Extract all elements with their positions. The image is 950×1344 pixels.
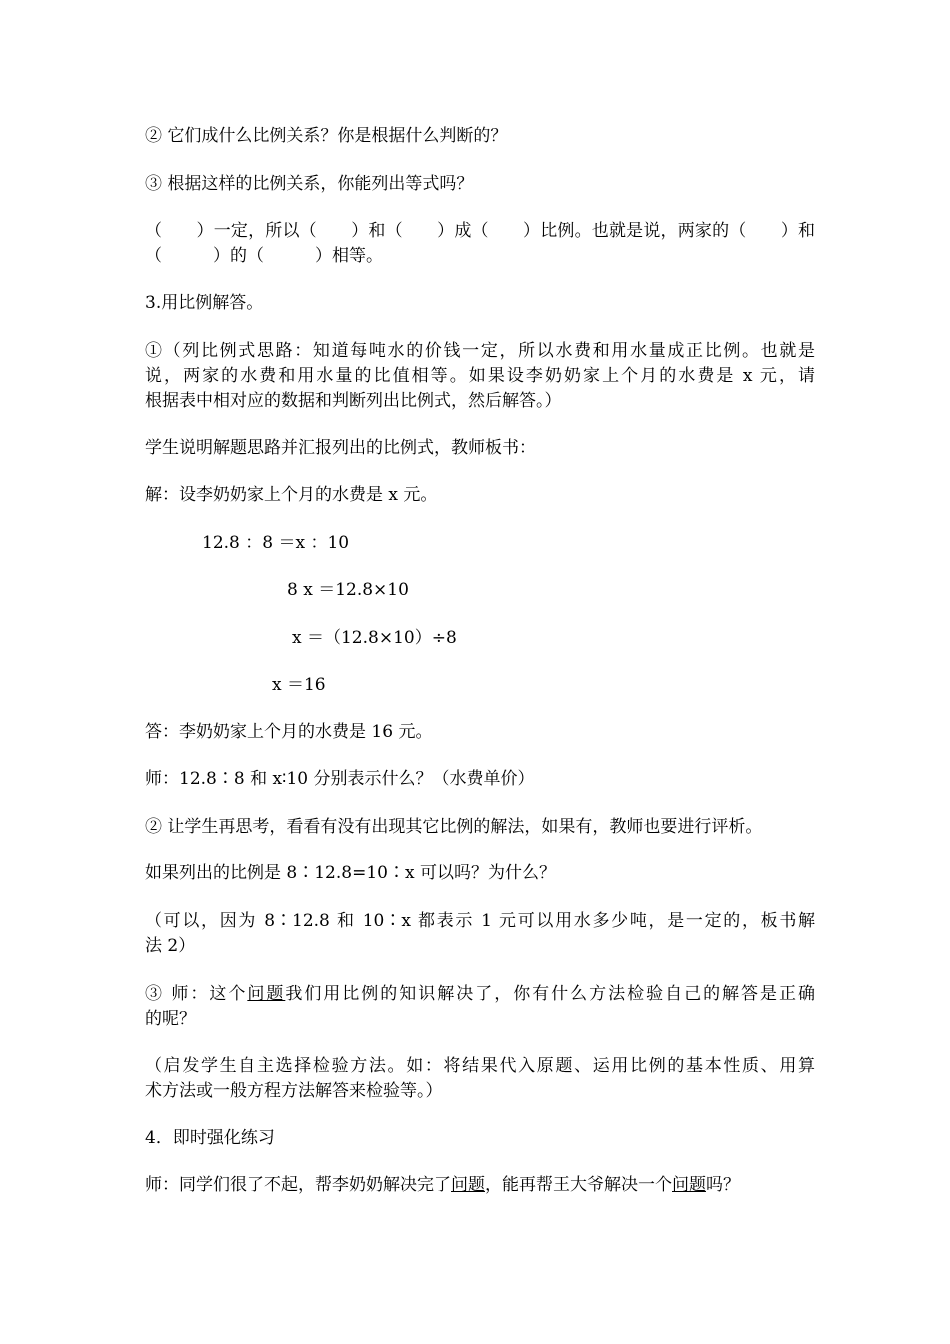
fill-blank-line-2: （ ）的（ ）相等。	[145, 246, 383, 266]
question-3: ③ 根据这样的比例关系，你能列出等式吗？	[145, 174, 474, 194]
section-4-heading: 4．即时强化练习	[145, 1128, 275, 1148]
closing-prefix: 师：同学们很了不起，帮李奶奶解决完了	[145, 1175, 451, 1195]
closing-suffix: 吗？	[706, 1175, 740, 1195]
verification-hint-line-1: （启发学生自主选择检验方法。如：将结果代入原题、运用比例的基本性质、用算	[145, 1056, 815, 1076]
equation-4: x ＝16	[272, 675, 326, 695]
question-3b-line-1	[145, 982, 815, 1006]
hint-paragraph-line-1: ①（列比例式思路：知道每吨水的价钱一定，所以水费和用水量成正比例。也就是	[145, 341, 815, 361]
hint-paragraph-line-2: 说，两家的水费和用水量的比值相等。如果设李奶奶家上个月的水费是 x 元，请	[145, 366, 815, 386]
solution-setup: 解：设李奶奶家上个月的水费是 x 元。	[145, 485, 438, 505]
fill-blank-line-1: （ ）一定，所以（ ）和（ ）成（ ）比例。也就是说，两家的（ ）和	[145, 221, 815, 241]
question-2: ② 它们成什么比例关系？你是根据什么判断的？	[145, 126, 508, 146]
answer-line: 答：李奶奶家上个月的水费是 16 元。	[145, 722, 433, 742]
underlined-word: 问题	[672, 1175, 706, 1195]
question-3b-line-2: 的呢？	[145, 1009, 196, 1029]
verification-hint-line-2: 术方法或一般方程方法解答来检验等。）	[145, 1081, 443, 1101]
underlined-word: 问题	[451, 1175, 485, 1195]
teacher-question-1: 师：12.8∶8 和 x∶10 分别表示什么？（水费单价）	[145, 769, 535, 789]
students-explain: 学生说明解题思路并汇报列出的比例式，教师板书：	[145, 438, 536, 458]
closing-middle: ，能再帮王大爷解决一个	[485, 1175, 672, 1195]
equation-2: 8 x ＝12.8×10	[287, 580, 409, 600]
explanation-line-1: （可以，因为 8∶12.8 和 10∶x 都表示 1 元可以用水多少吨，是一定的，板书解	[145, 911, 815, 931]
hint-paragraph-line-3: 根据表中相对应的数据和判断列出比例式，然后解答。）	[145, 391, 562, 411]
question-3b-prefix: ③ 师：这个	[145, 984, 248, 1004]
question-2b: ② 让学生再思考，看看有没有出现其它比例的解法，如果有，教师也要进行评析。	[145, 817, 763, 837]
explanation-line-2: 法 2）	[145, 936, 196, 956]
equation-3: x ＝（12.8×10）÷8	[292, 628, 457, 648]
question-3b-suffix: 我们用比例的知识解决了，你有什么方法检验自己的解答是正确	[285, 984, 816, 1004]
section-3-heading: 3.用比例解答。	[145, 293, 264, 313]
equation-1: 12.8 ：8 ＝x ：10	[202, 533, 350, 553]
alternate-proportion: 如果列出的比例是 8∶12.8=10∶x 可以吗？为什么？	[145, 863, 556, 883]
teacher-closing	[145, 1173, 815, 1197]
underlined-word: 问题	[247, 984, 286, 1004]
